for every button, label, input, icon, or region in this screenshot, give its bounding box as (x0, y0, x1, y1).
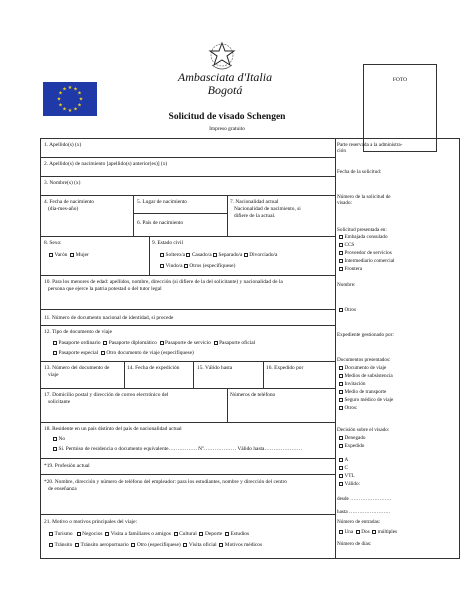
svg-text:★: ★ (77, 102, 82, 109)
page-subtitle: Impreso gratuito (209, 126, 245, 132)
checkbox-cultural[interactable] (174, 532, 178, 536)
field-9-label: 9. Estado civil (152, 240, 183, 246)
field-10-label-2: persona que ejerce la patria potestad o del tutor legal (48, 286, 162, 292)
option-issued: Expedido (344, 443, 365, 449)
checkbox-widowed[interactable] (160, 264, 164, 268)
row-20[interactable] (41, 475, 335, 515)
sidebar-documents: Documentos presentados: (337, 357, 391, 363)
checkbox-married[interactable] (186, 253, 190, 257)
checkbox-ccs[interactable] (339, 243, 343, 247)
option-passport-special: Pasaporte especial (58, 350, 99, 356)
checkbox-visa-vtl[interactable] (339, 474, 343, 478)
field-21-label: 21. Motivo o motivos principales del viaje: (44, 519, 137, 525)
option-female: Mujer (75, 252, 89, 258)
option-intermediary: Intermediario comercial (344, 258, 395, 264)
field-18-label: 18. Residente en un país distinto del país de nacionalidad actual (44, 426, 182, 432)
sidebar-managed-by: Expediente gestionado por: (337, 332, 394, 338)
field-17-label: 17. Domicilio postal y dirección de correo electrónico del (44, 392, 169, 398)
sidebar-valid-to: hasta …………………… (337, 509, 391, 515)
checkbox-divorced[interactable] (244, 253, 248, 257)
checkbox-other-purpose[interactable] (131, 543, 135, 547)
option-transport: Medio de transporte (344, 389, 387, 395)
field-19-label: *19. Profesión actual (44, 463, 90, 469)
option-service-provider: Proveedor de servicios (344, 250, 392, 256)
row-19[interactable] (41, 459, 335, 475)
svg-text:★: ★ (78, 96, 84, 103)
option-resident-yes: Sí. Permiso de residencia o documento equivalente……………. Nº……………… Válido hasta………………… (58, 446, 303, 452)
option-resident-no: No (58, 436, 66, 442)
field-7-label: 7. Nacionalidad actual (230, 199, 279, 205)
option-entry-multiple: múltiples (377, 529, 398, 535)
sidebar-application-number-2: visado: (337, 200, 352, 206)
option-visa-a: A (344, 457, 349, 463)
checkbox-entry-multiple[interactable] (372, 530, 376, 534)
svg-text:★: ★ (77, 90, 82, 97)
checkbox-airport-transit[interactable] (75, 543, 79, 547)
field-15-label: 15. Válido hasta (197, 365, 233, 371)
checkbox-passport-service[interactable] (160, 341, 164, 345)
checkbox-resident-no[interactable] (53, 437, 57, 441)
row-8-9 (41, 237, 335, 276)
sidebar-name: Nombre: (337, 282, 356, 288)
field-17-label-2: solicitante (48, 399, 71, 405)
checkbox-border[interactable] (339, 267, 343, 271)
field-7-sub1: Nacionalidad de nacimiento, si (234, 206, 301, 212)
option-border: Frontera (344, 266, 363, 272)
checkbox-invitation[interactable] (339, 382, 343, 386)
checkbox-business[interactable] (77, 532, 81, 536)
field-2-label: 2. Apellido(s) de nacimiento [apellido(s) anterior(es)] (x) (44, 161, 168, 167)
checkbox-separated[interactable] (213, 253, 217, 257)
sidebar-valid-from: desde …………………… (337, 496, 392, 502)
row-1[interactable] (41, 139, 335, 158)
field-8-label: 8. Sexo: (44, 240, 62, 246)
checkbox-transit[interactable] (49, 543, 53, 547)
svg-text:★: ★ (73, 86, 78, 93)
field-16-label: 16. Expedido por (266, 365, 304, 371)
option-official-visit: Visita oficial (188, 542, 217, 548)
option-cultural: Cultural (179, 531, 197, 537)
option-visa-vtl: VTL (344, 473, 355, 479)
checkbox-others[interactable] (339, 308, 343, 312)
field-13-label-2: viaje (48, 372, 59, 378)
photo-label: FOTO (392, 77, 408, 83)
checkbox-visa-a[interactable] (339, 458, 343, 462)
option-passport-diplomatic: Pasaporte diplomático (108, 340, 157, 346)
checkbox-passport-official[interactable] (214, 341, 218, 345)
svg-text:★: ★ (73, 106, 78, 113)
option-others: Otros (344, 307, 357, 313)
option-passport-service: Pasaporte de servicio (165, 340, 211, 346)
sidebar-reserved: Parte reservada a la administra- (337, 142, 403, 148)
svg-text:★: ★ (58, 90, 63, 97)
svg-text:★: ★ (67, 108, 73, 114)
checkbox-other-status[interactable] (184, 264, 188, 268)
checkbox-insurance[interactable] (339, 398, 343, 402)
option-embassy: Embajada consulado (344, 234, 388, 240)
option-male: Varón (54, 252, 68, 258)
field-5-label: 5. Lugar de nacimiento (137, 199, 187, 205)
checkbox-medical[interactable] (219, 543, 223, 547)
option-entry-one: Una (344, 529, 354, 535)
sidebar-reserved-2: ción (337, 148, 346, 154)
checkbox-issued[interactable] (339, 444, 343, 448)
page-title: Solicitud de visado Schengen (168, 112, 286, 122)
option-insurance: Seguro médico de viaje (344, 397, 394, 403)
checkbox-other-docs[interactable] (339, 406, 343, 410)
sidebar-application-number: Número de la solicitud de (337, 194, 391, 200)
row-13-16 (41, 362, 335, 389)
checkbox-official-visit[interactable] (183, 543, 187, 547)
field-20-label-2: de enseñanza (48, 486, 77, 492)
italian-emblem-icon (207, 40, 237, 72)
checkbox-passport-special[interactable] (53, 351, 57, 355)
row-2[interactable] (41, 158, 335, 177)
sidebar-entries: Número de entradas: (337, 519, 381, 525)
application-form (40, 138, 460, 559)
option-travel-doc: Documento de viaje (344, 365, 387, 371)
svg-text:★: ★ (62, 86, 67, 93)
option-studies: Estudios (230, 531, 250, 537)
field-17-phone-label: Números de teléfono (230, 392, 276, 398)
option-medical: Motivos médicos (224, 542, 263, 548)
checkbox-visit-family[interactable] (105, 532, 109, 536)
sidebar-days: Número de días: (337, 541, 372, 547)
row-3[interactable] (41, 177, 335, 196)
field-7-sub2: difiere de la actual. (234, 213, 276, 219)
option-ccs: CCS (344, 242, 355, 248)
checkbox-intermediary[interactable] (339, 259, 343, 263)
field-6-label: 6. País de nacimiento (137, 220, 184, 226)
option-divorced: Divorciado/a (249, 252, 278, 258)
option-valid: Válido: (344, 481, 361, 487)
field-1-label: 1. Apellido(s) (x) (44, 142, 82, 148)
option-other-purpose: Otro (especifíquese) (136, 542, 181, 548)
option-other-docs: Otros: (344, 405, 358, 411)
option-married: Casado/a (191, 252, 212, 258)
administration-sidebar (335, 139, 461, 558)
checkbox-entry-two[interactable] (356, 530, 360, 534)
checkbox-travel-doc[interactable] (339, 366, 343, 370)
option-subsistence: Medios de subsistencia (344, 373, 393, 379)
sidebar-submitted-at: Solicitud presentada en: (337, 227, 387, 233)
option-other-status: Otros (especifíquese) (189, 263, 236, 269)
field-12-label: 12. Tipo de documento de viaje (44, 329, 112, 335)
checkbox-resident-yes[interactable] (53, 447, 57, 451)
eu-flag (43, 82, 97, 116)
row-18 (41, 423, 335, 459)
checkbox-tourism[interactable] (49, 532, 53, 536)
checkbox-visa-c[interactable] (339, 466, 343, 470)
checkbox-subsistence[interactable] (339, 374, 343, 378)
embassy-line1: Ambasciata d'Italia (177, 70, 273, 84)
checkbox-male[interactable] (49, 253, 53, 257)
option-visa-c: C (344, 465, 348, 471)
sidebar-application-date: Fecha de la solicitud: (337, 169, 382, 175)
option-other-document: Otro documento de viaje (especifíquese) (106, 350, 194, 356)
option-business: Negocios (82, 531, 103, 537)
row-17 (41, 389, 335, 423)
embassy-line2: Bogotá (207, 83, 243, 97)
checkbox-sport[interactable] (199, 532, 203, 536)
checkbox-passport-diplomatic[interactable] (103, 341, 107, 345)
option-visit-family: Visita a familiares o amigos (110, 531, 171, 537)
embassy-name (175, 71, 275, 97)
option-denied: Denegado (344, 435, 366, 441)
checkbox-single[interactable] (160, 253, 164, 257)
option-transit: Tránsito (54, 542, 73, 548)
row-21 (41, 515, 335, 558)
row-10[interactable] (41, 276, 335, 310)
field-11-label: 11. Número de documento nacional de identidad, si procede (44, 315, 174, 321)
checkbox-transport[interactable] (339, 390, 343, 394)
option-entry-two: Dos (361, 529, 370, 535)
row-11[interactable] (41, 310, 335, 326)
option-passport-official: Pasaporte oficial (219, 340, 256, 346)
checkbox-other-document[interactable] (101, 351, 105, 355)
field-4-format: (día-mes-año) (48, 206, 79, 212)
option-separated: Separado/a (218, 252, 243, 258)
svg-text:★: ★ (56, 96, 62, 103)
field-4-label: 4. Fecha de nacimiento (44, 199, 94, 205)
checkbox-service-provider[interactable] (339, 251, 343, 255)
field-14-label: 14. Fecha de expedición (127, 365, 180, 371)
svg-text:★: ★ (62, 106, 67, 113)
checkbox-passport-ordinary[interactable] (53, 341, 57, 345)
option-invitation: Invitación (344, 381, 366, 387)
checkbox-studies[interactable] (225, 532, 229, 536)
checkbox-embassy[interactable] (339, 235, 343, 239)
checkbox-valid[interactable] (339, 482, 343, 486)
option-sport: Deporte (204, 531, 223, 537)
eu-stars-icon (43, 82, 97, 116)
field-20-label: *20. Nombre, dirección y número de teléfono del empleador: para los estudiantes, nombre y dirección del centro (44, 479, 287, 485)
svg-text:★: ★ (58, 102, 63, 109)
option-widowed: Viudo/a (165, 263, 183, 269)
option-passport-ordinary: Pasaporte ordinario (58, 340, 101, 346)
option-single: Soltero/a (165, 252, 185, 258)
checkbox-female[interactable] (70, 253, 74, 257)
checkbox-entry-one[interactable] (339, 530, 343, 534)
field-13-label: 13. Número del documento de (44, 365, 110, 371)
field-10-label: 10. Para los menores de edad: apellidos, nombre, dirección (si difiere de la del solicitante) y nacionalidad de la (44, 279, 283, 285)
field-3-label: 3. Nombre(s) (x) (44, 180, 81, 186)
sidebar-decision: Decisión sobre el visado: (337, 427, 390, 433)
row-4-7 (41, 196, 335, 237)
option-airport-transit: Tránsito aeroportuario (80, 542, 129, 548)
svg-text:★: ★ (67, 85, 73, 91)
row-12 (41, 326, 335, 362)
checkbox-denied[interactable] (339, 436, 343, 440)
option-tourism: Turismo (54, 531, 73, 537)
